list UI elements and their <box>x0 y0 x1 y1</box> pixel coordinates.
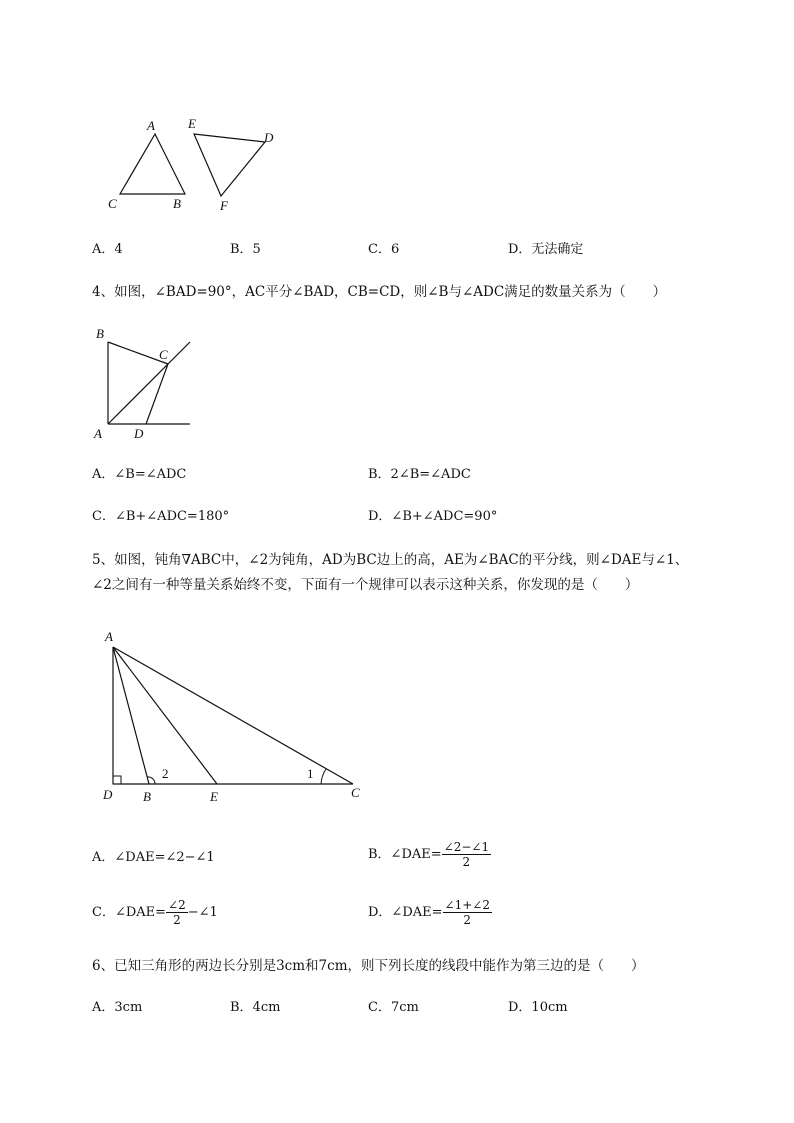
label-c: C <box>159 347 168 362</box>
q3-option-c: C．6 <box>368 242 400 257</box>
label-a: A <box>147 118 155 133</box>
q6-option-b: B．4cm <box>230 1000 281 1015</box>
q6-option-d: D．10cm <box>508 1000 568 1015</box>
q6-text: 6、已知三角形的两边长分别是3cm和7cm，则下列长度的线段中能作为第三边的是（ ） <box>92 958 645 974</box>
q5-option-a-expr: ∠2−∠1 <box>165 850 215 865</box>
question5-figure <box>95 625 375 810</box>
label-a: A <box>105 629 113 644</box>
label-angle-1: 1 <box>307 766 314 781</box>
label-d: D <box>264 130 274 145</box>
numerator: ∠2 <box>168 898 186 912</box>
q5-option-a-prefix: A．∠DAE= <box>92 850 166 865</box>
q5-option-d <box>368 898 492 927</box>
q5-text-line1: 5、如图，钝角∇ABC中，∠2为钝角，AD为BC边上的高，AE为∠BAC的平分线，则∠DAE与∠1、 <box>92 552 689 568</box>
label-f: F <box>220 198 228 212</box>
label-c: C <box>351 785 360 800</box>
q3-option-d: D．无法确定 <box>508 242 584 257</box>
q3-option-b: B．5 <box>230 242 261 257</box>
label-e: E <box>210 789 218 804</box>
label-c: C <box>108 196 117 211</box>
q5-option-c <box>92 898 218 927</box>
q4-text: 4、如图，∠BAD=90°，AC平分∠BAD，CB=CD，则∠B与∠ADC满足的数量关系为（ ） <box>92 284 667 300</box>
triangle-edf <box>194 134 265 196</box>
label-angle-2: 2 <box>162 766 169 781</box>
q5-option-b <box>368 840 491 869</box>
question3-figure <box>100 112 290 212</box>
denominator: 2 <box>173 913 181 927</box>
q5-option-c-prefix: C．∠DAE= <box>92 904 167 920</box>
q6-option-a: A．3cm <box>92 1000 143 1015</box>
label-e: E <box>188 116 196 131</box>
q4-option-b: B．2∠B=∠ADC <box>368 467 471 482</box>
q4-option-d: D．∠B+∠ADC=90° <box>368 509 498 524</box>
right-angle-mark <box>113 776 121 784</box>
q5-option-d-fraction <box>443 898 492 927</box>
denominator: 2 <box>463 913 472 927</box>
numerator: ∠2−∠1 <box>443 840 490 854</box>
q5-option-c-tail: −∠1 <box>187 904 218 920</box>
q4-option-a: A．∠B=∠ADC <box>92 467 187 482</box>
q5-text-line2: ∠2之间有一种等量关系始终不变，下面有一个规律可以表示这种关系，你发现的是（ ） <box>92 577 639 593</box>
q5-option-d-prefix: D．∠DAE= <box>368 904 443 920</box>
q4-option-c: C．∠B+∠ADC=180° <box>92 509 230 524</box>
q5-option-a <box>92 849 215 867</box>
label-b: B <box>96 326 104 341</box>
label-a: A <box>94 426 102 441</box>
q5-option-c-fraction <box>166 898 188 927</box>
denominator: 2 <box>462 855 471 869</box>
q3-option-a: A．4 <box>92 242 123 257</box>
q6-option-c: C．7cm <box>368 1000 419 1015</box>
label-b: B <box>143 789 151 804</box>
label-d: D <box>103 787 113 802</box>
question4-figure <box>90 322 200 447</box>
numerator: ∠1+∠2 <box>444 898 490 912</box>
angle-1-arc <box>321 769 326 784</box>
label-b: B <box>173 196 181 211</box>
triangle-abc <box>120 134 185 194</box>
q5-option-b-prefix: B．∠DAE= <box>368 846 442 862</box>
q5-option-b-fraction <box>442 840 491 869</box>
label-d: D <box>134 426 144 441</box>
